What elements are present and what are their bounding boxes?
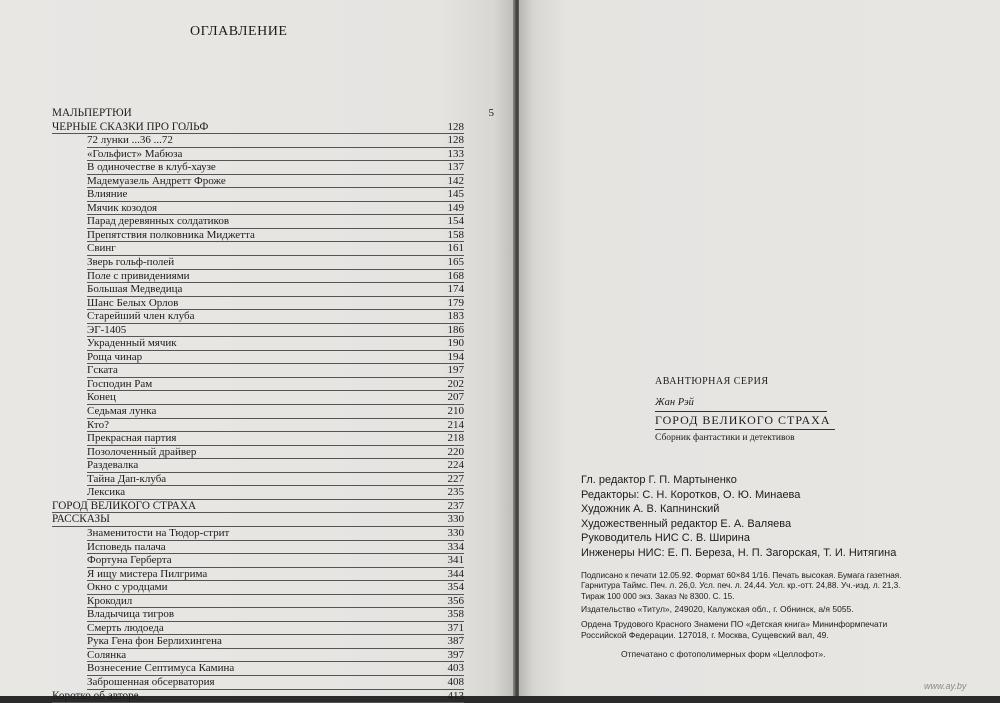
- toc-entry-page: 137: [447, 161, 464, 174]
- toc-entry: [52, 188, 464, 202]
- toc-entry: [52, 622, 464, 636]
- toc-entry-title: Окно с уродцами: [87, 581, 168, 594]
- toc-entry: [52, 324, 464, 338]
- toc-entry: [52, 121, 464, 135]
- toc-entry-title: Седьмая лунка: [87, 405, 157, 418]
- toc-entry-title: Старейший член клуба: [87, 310, 195, 323]
- toc-entry-page: 168: [447, 269, 464, 282]
- toc-entry-page: 330: [447, 526, 464, 539]
- toc-entry-title: Господин Рам: [87, 377, 153, 390]
- toc-entry-title: Прекрасная партия: [87, 432, 177, 445]
- toc-entry-title: Я ищу мистера Пилгрима: [87, 567, 208, 580]
- toc-entry: [52, 391, 464, 405]
- toc-entry-title: Исповедь палача: [87, 540, 166, 553]
- imprint-block: [581, 571, 902, 602]
- toc-entry-title: Рука Гена фон Берлихингена: [87, 635, 222, 648]
- toc-entry: [52, 202, 464, 216]
- toc-entry: [52, 486, 464, 500]
- toc-entry-page: 358: [447, 608, 464, 621]
- toc-entry-page: 224: [447, 459, 464, 472]
- toc-entry-page: 227: [447, 472, 464, 485]
- credit-line: Руководитель НИС С. В. Ширина: [581, 532, 750, 545]
- credit-line: Художник А. В. Капнинский: [581, 503, 720, 516]
- toc-entry-title: Кто?: [87, 418, 109, 431]
- toc-entry: [52, 107, 494, 121]
- toc-entry-title: Позолоченный драйвер: [87, 445, 197, 458]
- toc-entry: [52, 378, 464, 392]
- toc-entry-page: 149: [447, 201, 464, 214]
- toc-entry-title: Тайна Дап-клуба: [87, 472, 167, 485]
- toc-entry-title: «Гольфист» Мабюза: [87, 147, 183, 160]
- toc-entry: [52, 432, 464, 446]
- toc-entry: [52, 351, 464, 365]
- toc-entry: [52, 446, 464, 460]
- toc-entry: [52, 364, 464, 378]
- toc-entry-page: 194: [447, 350, 464, 363]
- toc-entry-page: 207: [447, 391, 464, 404]
- toc-entry-title: МАЛЬПЕРТЮИ: [52, 107, 132, 119]
- toc-entry: [52, 595, 464, 609]
- publisher-block: [581, 604, 854, 615]
- toc-entry-title: Вознесение Септимуса Камина: [87, 662, 235, 675]
- print-note-block: [621, 649, 825, 660]
- printer-block: [581, 619, 887, 640]
- toc-entry-page: 197: [447, 364, 464, 377]
- toc-entry: [52, 310, 464, 324]
- toc-entry-page: 237: [447, 499, 464, 512]
- toc-entry-title: Заброшенная обсерватория: [87, 675, 215, 688]
- toc-entry: [52, 419, 464, 433]
- toc-entry-page: 341: [447, 554, 464, 567]
- toc-entry-page: 220: [447, 445, 464, 458]
- toc-entry-title: Коротко об авторе: [52, 689, 139, 702]
- toc-entry-title: Влияние: [87, 188, 128, 201]
- toc-entry-title: Конец: [87, 391, 116, 404]
- toc-entry-page: 210: [447, 405, 464, 418]
- toc-entry-page: 179: [447, 296, 464, 309]
- title-rule-bottom: [655, 429, 835, 430]
- toc-entry-page: 371: [447, 621, 464, 634]
- imprint-line: Подписано к печати 12.05.92. Формат 60×84 1/16. Печать высокая. Бумага газетная.: [581, 571, 902, 580]
- credits-block: [581, 473, 896, 561]
- toc-entry-title: Лексика: [87, 486, 126, 499]
- toc-entry-title: Шанс Белых Орлов: [87, 296, 179, 309]
- toc-entry-page: 161: [447, 242, 464, 255]
- table-of-contents: [52, 107, 494, 703]
- toc-entry: [52, 256, 464, 270]
- toc-entry: [52, 635, 464, 649]
- toc-entry: [52, 270, 464, 284]
- toc-entry-title: Гската: [87, 364, 118, 377]
- print-note: Отпечатано с фотополимерных форм «Целлофот».: [621, 649, 826, 659]
- toc-entry-title: Роща чинар: [87, 350, 143, 363]
- imprint-line: Тираж 100 000 экз. Заказ № 8300. С. 15.: [581, 591, 735, 601]
- imprint-line: Гарнитура Таймс. Печ. л. 26,0. Усл. печ. л. 24,44. Усл. кр.-отт. 24,88. Уч.-изд. л. 21,3.: [581, 581, 901, 591]
- toc-entry-page: 165: [447, 256, 464, 269]
- credit-line: Гл. редактор Г. П. Мартыненко: [581, 474, 737, 486]
- title-rule-top: [655, 411, 827, 412]
- toc-entry-page: 218: [447, 432, 464, 445]
- toc-entry-page: 5: [488, 107, 494, 119]
- toc-entry-page: 128: [447, 120, 464, 133]
- toc-entry-page: 397: [447, 648, 464, 661]
- toc-entry-title: Солянка: [87, 648, 127, 661]
- toc-entry: [52, 541, 464, 555]
- toc-entry-title: Мячик козодоя: [87, 201, 158, 214]
- toc-entry: [52, 161, 464, 175]
- credit-line: Инженеры НИС: Е. П. Береза, Н. П. Загорская, Т. И. Нитягина: [581, 546, 897, 559]
- series-name: АВАНТЮРНАЯ СЕРИЯ: [655, 376, 769, 387]
- toc-entry: [52, 459, 464, 473]
- toc-entry-page: 330: [447, 513, 464, 526]
- credit-line: Редакторы: С. Н. Коротков, О. Ю. Минаева: [581, 488, 801, 501]
- toc-entry-title: Препятствия полковника Миджетта: [87, 228, 255, 241]
- toc-entry-page: 408: [447, 675, 464, 688]
- toc-entry-title: 72 лунки ...36 ...72: [87, 134, 173, 147]
- toc-entry-page: 413: [447, 689, 464, 702]
- toc-entry-page: 190: [447, 337, 464, 350]
- toc-entry: [52, 568, 464, 582]
- toc-entry: [52, 148, 464, 162]
- publisher-line: Издательство «Титул», 249020, Калужская обл., г. Обнинск, а/я 5055.: [581, 604, 854, 614]
- toc-entry: [52, 229, 464, 243]
- toc-entry-title: Поле с привидениями: [87, 269, 190, 282]
- toc-entry: [52, 473, 464, 487]
- toc-entry: [52, 242, 464, 256]
- toc-entry-title: Свинг: [87, 242, 116, 255]
- toc-entry: [52, 215, 464, 229]
- toc-entry-page: 344: [447, 567, 464, 580]
- toc-entry: [52, 527, 464, 541]
- toc-entry-page: 128: [447, 134, 464, 147]
- printer-line: Российской Федерации. 127018, г. Москва, Сущевский вал, 49.: [581, 629, 829, 640]
- toc-entry: [52, 676, 464, 690]
- toc-entry: [52, 649, 464, 663]
- toc-entry: [52, 581, 464, 595]
- toc-entry: [52, 500, 464, 514]
- toc-entry-page: 142: [447, 174, 464, 187]
- toc-entry-title: Зверь гольф-полей: [87, 256, 175, 269]
- toc-entry-page: 186: [447, 323, 464, 336]
- toc-entry-page: 145: [447, 188, 464, 201]
- toc-heading: ОГЛАВЛЕНИЕ: [190, 24, 288, 39]
- book-title: ГОРОД ВЕЛИКОГО СТРАХА: [655, 413, 831, 427]
- toc-entry: [52, 175, 464, 189]
- toc-entry: [52, 690, 464, 703]
- toc-entry: [52, 513, 464, 527]
- toc-entry-title: Украденный мячик: [87, 337, 177, 350]
- toc-entry-title: ЧЕРНЫЕ СКАЗКИ ПРО ГОЛЬФ: [52, 120, 209, 133]
- toc-entry-page: 387: [447, 635, 464, 648]
- toc-entry-title: Знаменитости на Тюдор-стрит: [87, 526, 230, 539]
- author-name: Жан Рэй: [655, 397, 694, 408]
- toc-entry: [52, 134, 464, 148]
- credit-line: Художественный редактор Е. А. Валяева: [581, 517, 792, 530]
- toc-entry-title: Парад деревянных солдатиков: [87, 215, 230, 228]
- toc-entry: [52, 608, 464, 622]
- watermark: www.ay.by: [924, 681, 967, 691]
- toc-entry: [52, 554, 464, 568]
- toc-entry-title: Фортуна Герберта: [87, 554, 172, 567]
- toc-entry: [52, 405, 464, 419]
- toc-entry-title: ГОРОД ВЕЛИКОГО СТРАХА: [52, 499, 197, 512]
- toc-entry-page: 354: [447, 581, 464, 594]
- toc-entry-page: 183: [447, 310, 464, 323]
- toc-entry-page: 158: [447, 228, 464, 241]
- toc-entry-title: Владычица тигров: [87, 608, 175, 621]
- toc-entry-page: 214: [447, 418, 464, 431]
- toc-entry-page: 202: [447, 377, 464, 390]
- toc-entry-page: 235: [447, 486, 464, 499]
- toc-entry-page: 174: [447, 283, 464, 296]
- toc-entry: [52, 337, 464, 351]
- toc-entry-page: 356: [447, 594, 464, 607]
- toc-entry-title: Большая Медведица: [87, 283, 183, 296]
- toc-entry: [52, 283, 464, 297]
- toc-entry: [52, 297, 464, 311]
- toc-entry-title: Крокодил: [87, 594, 133, 607]
- toc-entry-title: Мадемуазель Андретт Фроже: [87, 174, 226, 187]
- toc-entry-title: Раздевалка: [87, 459, 139, 472]
- toc-entry: [52, 662, 464, 676]
- toc-entry-title: РАССКАЗЫ: [52, 513, 110, 526]
- toc-entry-page: 403: [447, 662, 464, 675]
- toc-entry-title: ЭГ-1405: [87, 323, 127, 336]
- toc-entry-page: 133: [447, 147, 464, 160]
- printer-line: Ордена Трудового Красного Знамени ПО «Детская книга» Мининформпечати: [581, 619, 888, 629]
- toc-entry-title: В одиночестве в клуб-хаузе: [87, 161, 216, 174]
- toc-entry-page: 154: [447, 215, 464, 228]
- book-subtitle: Сборник фантастики и детективов: [655, 433, 795, 443]
- toc-entry-title: Смерть людоеда: [87, 621, 164, 634]
- toc-entry-page: 334: [447, 540, 464, 553]
